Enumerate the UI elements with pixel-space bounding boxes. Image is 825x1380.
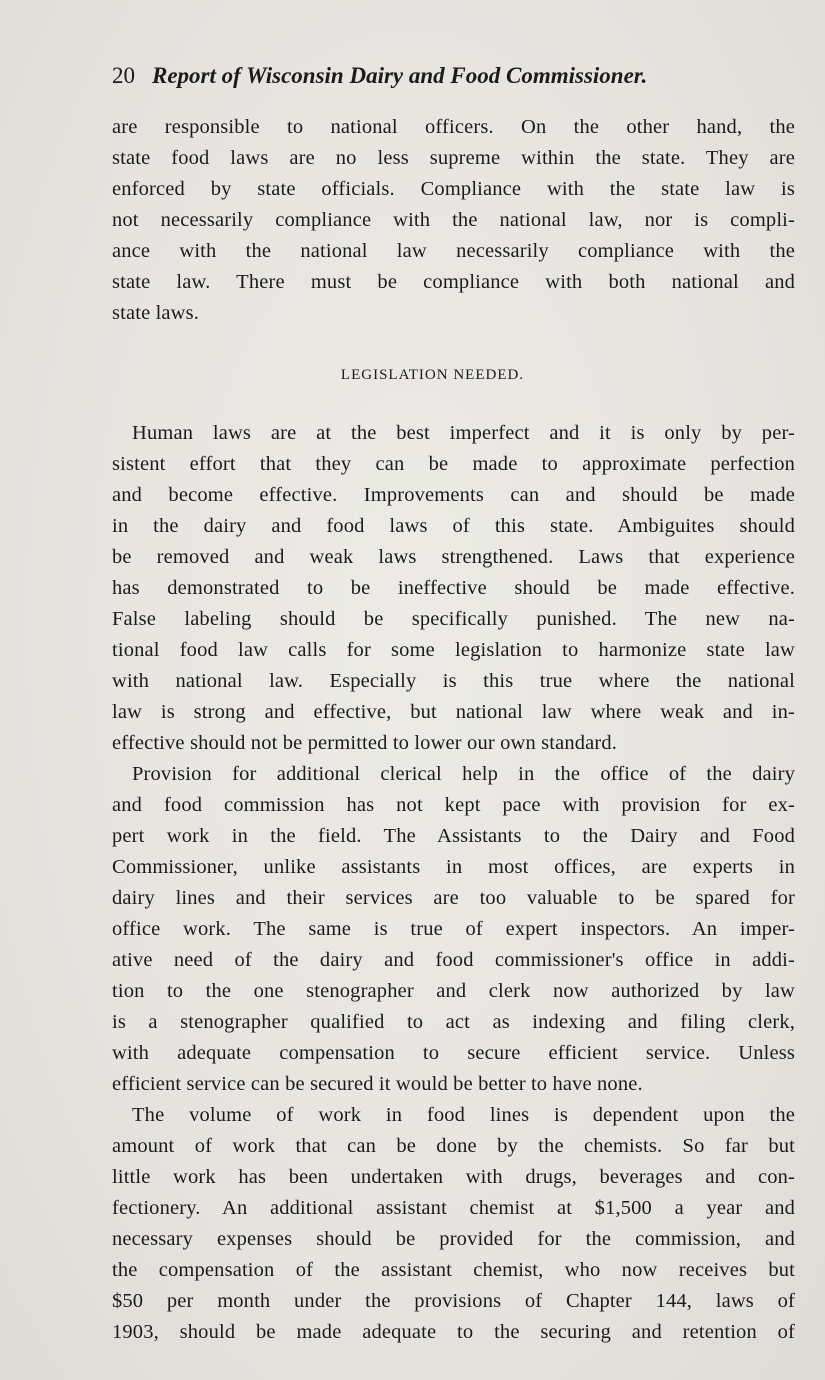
text-line: has demonstrated to be ineffective should be made effective. (112, 577, 795, 599)
text-line: fectionery. An additional assistant chemist at $1,500 a year and (112, 1197, 795, 1219)
text-line: False labeling should be specifically punished. The new na- (112, 608, 795, 630)
text-line: efficient service can be secured it would be better to have none. (112, 1073, 643, 1095)
text-line: Human laws are at the best imperfect and it is only by per- (132, 422, 795, 444)
text-line: are responsible to national officers. On the other hand, the (112, 116, 795, 138)
text-line: tional food law calls for some legislation to harmonize state law (112, 639, 795, 661)
text-line: law is strong and effective, but national law where weak and in- (112, 701, 795, 723)
text-line: state law. There must be compliance with both national and (112, 271, 795, 293)
text-line: $50 per month under the provisions of Chapter 144, laws of (112, 1290, 795, 1312)
text-line: ative need of the dairy and food commissioner's office in addi- (112, 949, 795, 971)
text-line: not necessarily compliance with the national law, nor is compli- (112, 209, 795, 231)
text-line: and become effective. Improvements can and should be made (112, 484, 795, 506)
text-line: enforced by state officials. Compliance with the state law is (112, 178, 795, 200)
text-line: the compensation of the assistant chemist, who now receives but (112, 1259, 795, 1281)
text-line: and food commission has not kept pace with provision for ex- (112, 794, 795, 816)
text-line: Provision for additional clerical help in the office of the dairy (132, 763, 795, 785)
text-line: 1903, should be made adequate to the securing and retention of (112, 1321, 795, 1343)
text-line: effective should not be permitted to lower our own standard. (112, 732, 618, 754)
text-line: amount of work that can be done by the chemists. So far but (112, 1135, 795, 1157)
section-heading: LEGISLATION NEEDED. (340, 367, 525, 383)
text-line: Commissioner, unlike assistants in most offices, are experts in (112, 856, 795, 878)
text-line: is a stenographer qualified to act as indexing and filing clerk, (112, 1011, 795, 1033)
text-line: state laws. (112, 302, 200, 324)
page-number: 20 (112, 63, 135, 88)
text-line: office work. The same is true of expert inspectors. An imper- (112, 918, 795, 940)
text-line: tion to the one stenographer and clerk now authorized by law (112, 980, 795, 1002)
text-line: with adequate compensation to secure efficient service. Unless (112, 1042, 795, 1064)
text-line: with national law. Especially is this true where the national (112, 670, 795, 692)
text-line: necessary expenses should be provided for the commission, and (112, 1228, 795, 1250)
text-line: little work has been undertaken with drugs, beverages and con- (112, 1166, 795, 1188)
text-line: state food laws are no less supreme within the state. They are (112, 147, 795, 169)
text-line: pert work in the field. The Assistants to the Dairy and Food (112, 825, 795, 847)
running-title: Report of Wisconsin Dairy and Food Commissioner. (152, 63, 648, 88)
text-line: The volume of work in food lines is dependent upon the (132, 1104, 795, 1126)
text-line: in the dairy and food laws of this state. Ambiguites should (112, 515, 795, 537)
text-line: ance with the national law necessarily compliance with the (112, 240, 795, 262)
running-header (112, 59, 732, 93)
text-line: be removed and weak laws strengthened. Laws that experience (112, 546, 795, 568)
text-line: dairy lines and their services are too valuable to be spared for (112, 887, 795, 909)
text-line: sistent effort that they can be made to approximate perfection (112, 453, 795, 475)
